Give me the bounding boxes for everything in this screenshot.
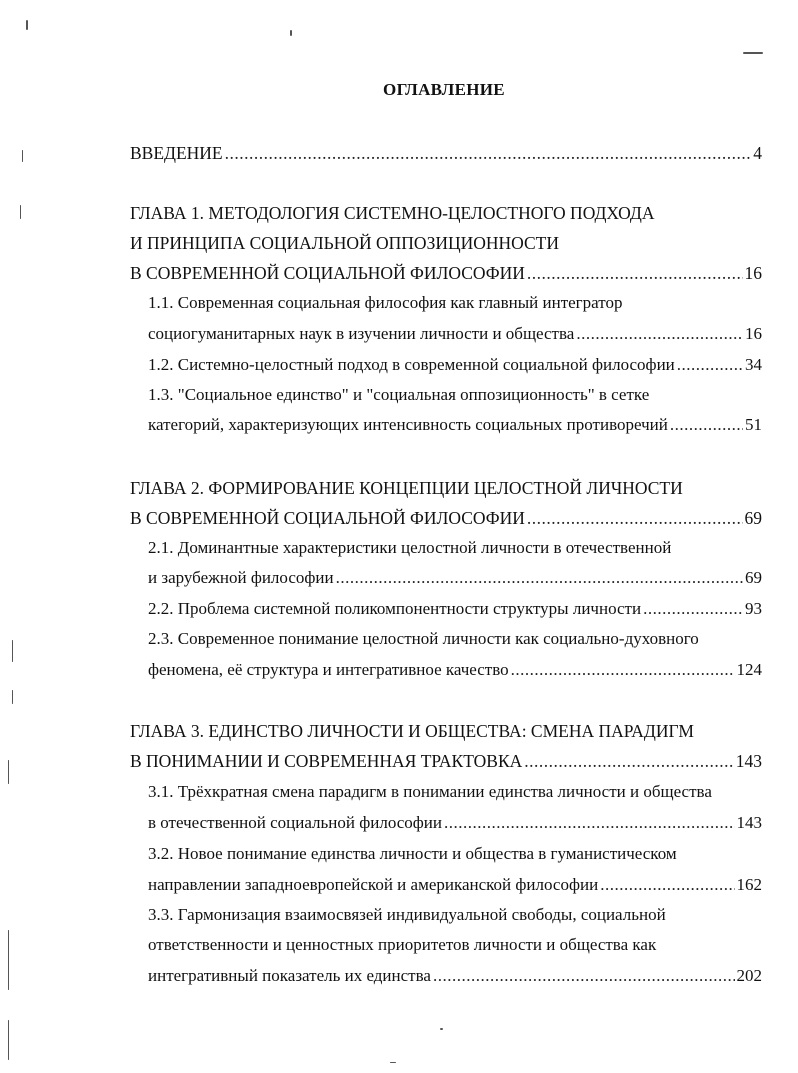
toc-page-number: 51 — [745, 415, 762, 434]
toc-page-number: 69 — [744, 508, 762, 528]
section-1-3-line-2: категорий, характеризующих интенсивность социальных противоречий ..... 51 — [148, 414, 762, 436]
section-3-2-line-2: направлении западноевропейской и американской философии ..... 162 — [148, 874, 762, 896]
scan-speck — [20, 205, 21, 219]
chapter-1-heading-line-2: И ПРИНЦИПА СОЦИАЛЬНОЙ ОППОЗИЦИОННОСТИ — [130, 233, 560, 253]
section-2-3-line-2: феномена, её структура и интегративное качество ..... 124 — [148, 659, 762, 681]
toc-page-number: 202 — [736, 966, 762, 985]
chapter-2-heading-line-1: ГЛАВА 2. ФОРМИРОВАНИЕ КОНЦЕПЦИИ ЦЕЛОСТНОЙ ЛИЧНОСТИ — [130, 478, 683, 498]
toc-page-number: 16 — [744, 263, 762, 283]
dot-leader — [433, 965, 735, 987]
section-3-1-line-1: 3.1. Трёхкратная смена парадигм в понимании единства личности и общества — [148, 782, 712, 801]
section-3-3-line-3: интегративный показатель их единства ..... 202 — [148, 965, 762, 987]
dot-leader — [524, 750, 733, 772]
dot-leader — [643, 598, 743, 620]
section-1-2: 1.2. Системно-целостный подход в современной социальной философии ..... 34 — [148, 354, 762, 376]
toc-page-number: 124 — [736, 660, 762, 679]
toc-page-number: 143 — [736, 813, 762, 832]
scan-speck — [290, 30, 292, 36]
dot-leader — [527, 262, 743, 284]
scan-speck — [26, 20, 28, 30]
toc-page-number: 162 — [736, 875, 762, 894]
dot-leader — [511, 659, 735, 681]
chapter-3-heading-line-1: ГЛАВА 3. ЕДИНСТВО ЛИЧНОСТИ И ОБЩЕСТВА: СМЕНА ПАРАДИГМ — [130, 721, 694, 741]
dot-leader — [527, 507, 743, 529]
chapter-3-heading-line-2: В ПОНИМАНИИ И СОВРЕМЕННАЯ ТРАКТОВКА ..... 143 — [130, 750, 762, 772]
scan-speck — [743, 52, 763, 54]
dot-leader — [225, 142, 752, 164]
scan-speck — [440, 1028, 443, 1030]
section-1-1-line-2: социогуманитарных наук в изучении личности и общества ..... 16 — [148, 323, 762, 345]
section-2-2: 2.2. Проблема системной поликомпонентности структуры личности ..... 93 — [148, 598, 762, 620]
page-title: ОГЛАВЛЕНИЕ — [383, 80, 505, 99]
section-2-1-line-2: и зарубежной философии ..... 69 — [148, 567, 762, 589]
dot-leader — [444, 812, 734, 834]
scan-speck — [390, 1062, 396, 1063]
chapter-1-heading-line-1: ГЛАВА 1. МЕТОДОЛОГИЯ СИСТЕМНО-ЦЕЛОСТНОГО ПОДХОДА — [130, 203, 655, 223]
dot-leader — [670, 414, 743, 436]
chapter-2-heading-line-2: В СОВРЕМЕННОЙ СОЦИАЛЬНОЙ ФИЛОСОФИИ ..... 69 — [130, 507, 762, 529]
section-3-1-line-2: в отечественной социальной философии ..... 143 — [148, 812, 762, 834]
section-3-3-line-2: ответственности и ценностных приоритетов личности и общества как — [148, 935, 657, 954]
section-3-2-line-1: 3.2. Новое понимание единства личности и общества в гуманистическом — [148, 844, 677, 863]
toc-page-number: 16 — [745, 324, 762, 343]
scan-speck — [8, 1020, 9, 1060]
section-3-3-line-1: 3.3. Гармонизация взаимосвязей индивидуальной свободы, социальной — [148, 905, 666, 924]
toc-page-number: 34 — [745, 355, 762, 374]
section-2-1-line-1: 2.1. Доминантные характеристики целостной личности в отечественной — [148, 538, 672, 557]
toc-page-number: 93 — [745, 599, 762, 618]
scan-speck — [8, 760, 9, 784]
toc-page-number: 4 — [753, 143, 762, 163]
scan-speck — [22, 150, 23, 162]
section-1-1-line-1: 1.1. Современная социальная философия как главный интегратор — [148, 293, 623, 312]
scan-speck — [12, 690, 13, 704]
toc-entry-text: ВВЕДЕНИЕ — [130, 143, 223, 163]
toc-page-number: 143 — [735, 751, 762, 771]
section-2-3-line-1: 2.3. Современное понимание целостной личности как социально-духовного — [148, 629, 699, 648]
dot-leader — [336, 567, 743, 589]
scan-speck — [12, 640, 13, 662]
chapter-1-heading-line-3: В СОВРЕМЕННОЙ СОЦИАЛЬНОЙ ФИЛОСОФИИ ..... 16 — [130, 262, 762, 284]
toc-entry-intro — [130, 142, 762, 164]
toc-page-number: 69 — [745, 568, 762, 587]
dot-leader — [600, 874, 734, 896]
scan-speck — [8, 930, 9, 990]
section-1-3-line-1: 1.3. "Социальное единство" и "социальная оппозиционность" в сетке — [148, 385, 650, 404]
dot-leader — [677, 354, 743, 376]
dot-leader — [576, 323, 743, 345]
